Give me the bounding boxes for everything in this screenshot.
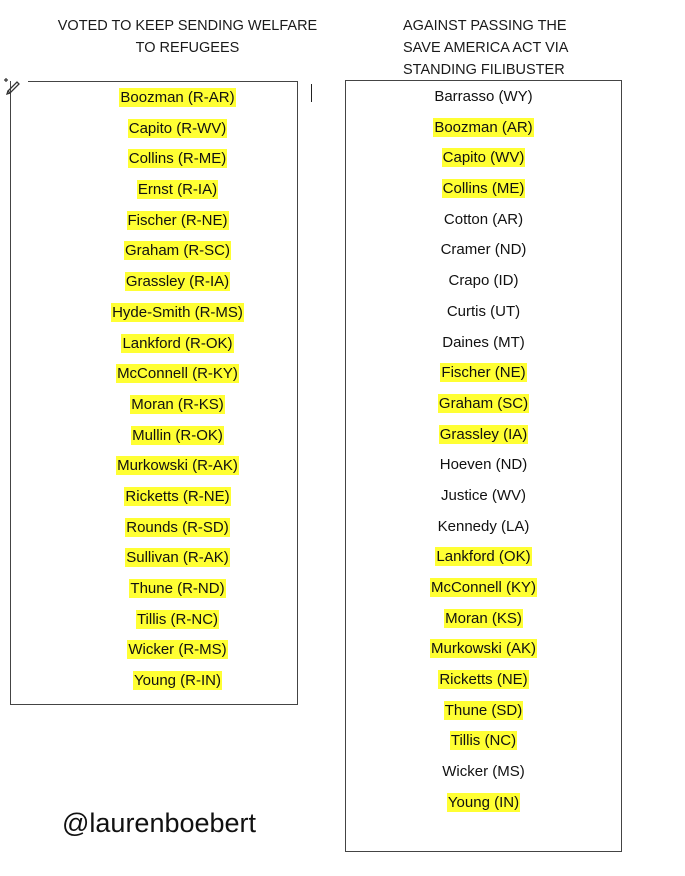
right-heading-line-1: AGAINST PASSING THE (403, 18, 567, 34)
right-list-item (345, 668, 622, 699)
right-senator-name: Collins (ME) (442, 180, 525, 198)
left-list-item (20, 454, 335, 485)
left-senator-name: Rounds (R-SD) (126, 518, 229, 536)
left-heading-line-2: TO REFUGEES (135, 40, 240, 56)
left-box-top-border (28, 81, 298, 82)
left-list-item (20, 608, 335, 639)
right-senator-name: Boozman (AR) (434, 118, 533, 136)
right-senator-name: Hoeven (ND) (439, 456, 528, 474)
left-list-item (20, 362, 335, 393)
left-list-item (20, 86, 335, 117)
right-list-item (345, 637, 622, 668)
right-list-item (345, 146, 622, 177)
right-senator-name: Moran (KS) (445, 609, 522, 627)
left-senator-name: McConnell (R-KY) (117, 365, 238, 383)
left-list-item (20, 424, 335, 455)
right-list-item (345, 607, 622, 638)
left-senator-name: Wicker (R-MS) (128, 641, 227, 659)
right-senator-list (345, 85, 622, 822)
right-list-item (345, 85, 622, 116)
left-senator-list (20, 86, 335, 700)
right-senator-name: Lankford (OK) (436, 548, 531, 566)
right-senator-name: Young (IN) (447, 793, 520, 811)
right-list-item (345, 576, 622, 607)
right-list-item (345, 515, 622, 546)
right-list-item (345, 208, 622, 239)
left-senator-name: Boozman (R-AR) (120, 89, 235, 106)
left-senator-name: Thune (R-ND) (130, 580, 225, 597)
left-list-item (20, 577, 335, 608)
right-list-item (345, 729, 622, 760)
right-heading-line-3: STANDING FILIBUSTER (403, 62, 565, 78)
right-senator-name: Tillis (NC) (450, 732, 517, 750)
left-senator-name: Ricketts (R-NE) (125, 487, 230, 505)
left-list-item (20, 485, 335, 516)
left-list-item (20, 393, 335, 424)
author-handle: @laurenboebert (62, 808, 257, 838)
right-senator-name: Fischer (NE) (441, 364, 526, 382)
left-senator-name: Murkowski (R-AK) (117, 457, 238, 475)
left-list-item (20, 178, 335, 209)
right-list-item (345, 269, 622, 300)
right-senator-name: Justice (WV) (440, 486, 526, 504)
right-list-item (345, 423, 622, 454)
right-senator-name: Barrasso (WY) (434, 88, 533, 105)
right-list-item (345, 699, 622, 730)
left-list-item (20, 516, 335, 547)
right-list-item (345, 331, 622, 362)
left-senator-name: Fischer (R-NE) (127, 211, 228, 229)
left-list-item (20, 239, 335, 270)
right-list-item (345, 300, 622, 331)
right-senator-name: Crapo (ID) (448, 272, 519, 290)
right-senator-name: Ricketts (NE) (439, 671, 528, 689)
right-list-item (345, 453, 622, 484)
left-list-item (20, 209, 335, 240)
left-senator-name: Tillis (R-NC) (136, 610, 219, 628)
right-senator-name: Curtis (UT) (446, 302, 521, 320)
left-list-item (20, 270, 335, 301)
right-senator-name: Graham (SC) (438, 394, 529, 412)
right-senator-name: McConnell (KY) (430, 579, 537, 596)
left-list-item (20, 147, 335, 178)
right-senator-name: Grassley (IA) (439, 425, 528, 443)
left-senator-name: Sullivan (R-AK) (126, 549, 229, 567)
left-list-item (20, 332, 335, 363)
left-column-heading (40, 15, 335, 59)
right-senator-name: Murkowski (AK) (430, 640, 536, 658)
right-list-item (345, 177, 622, 208)
left-senator-name: Ernst (R-IA) (137, 181, 218, 199)
left-senator-name: Mullin (R-OK) (132, 426, 223, 444)
left-heading-line-1: VOTED TO KEEP SENDING WELFARE (57, 18, 318, 34)
left-senator-name: Collins (R-ME) (128, 150, 227, 168)
left-senator-name: Hyde-Smith (R-MS) (112, 303, 243, 321)
left-senator-name: Lankford (R-OK) (122, 334, 233, 352)
left-list-item (20, 669, 335, 700)
right-list-item (345, 791, 622, 822)
right-list-item (345, 545, 622, 576)
right-senator-name: Thune (SD) (444, 701, 523, 719)
right-list-item (345, 116, 622, 147)
right-senator-name: Cramer (ND) (440, 241, 527, 259)
right-list-item (345, 238, 622, 269)
right-senator-name: Kennedy (LA) (437, 517, 530, 535)
left-senator-name: Capito (R-WV) (128, 119, 227, 137)
left-senator-name: Moran (R-KS) (131, 395, 224, 413)
left-senator-name: Graham (R-SC) (124, 242, 230, 260)
right-heading-line-2: SAVE AMERICA ACT VIA (403, 40, 569, 56)
right-list-item (345, 361, 622, 392)
left-list-item (20, 546, 335, 577)
left-senator-name: Grassley (R-IA) (125, 273, 230, 291)
left-list-item (20, 301, 335, 332)
right-senator-name: Capito (WV) (442, 149, 525, 167)
right-column-heading (340, 15, 630, 81)
right-senator-name: Cotton (AR) (443, 210, 524, 228)
left-senator-name: Young (R-IN) (134, 672, 221, 690)
left-list-item (20, 638, 335, 669)
right-senator-name: Daines (MT) (442, 333, 525, 351)
right-list-item (345, 484, 622, 515)
right-list-item (345, 392, 622, 423)
right-senator-name: Wicker (MS) (442, 763, 525, 781)
right-list-item (345, 760, 622, 791)
left-list-item (20, 117, 335, 148)
